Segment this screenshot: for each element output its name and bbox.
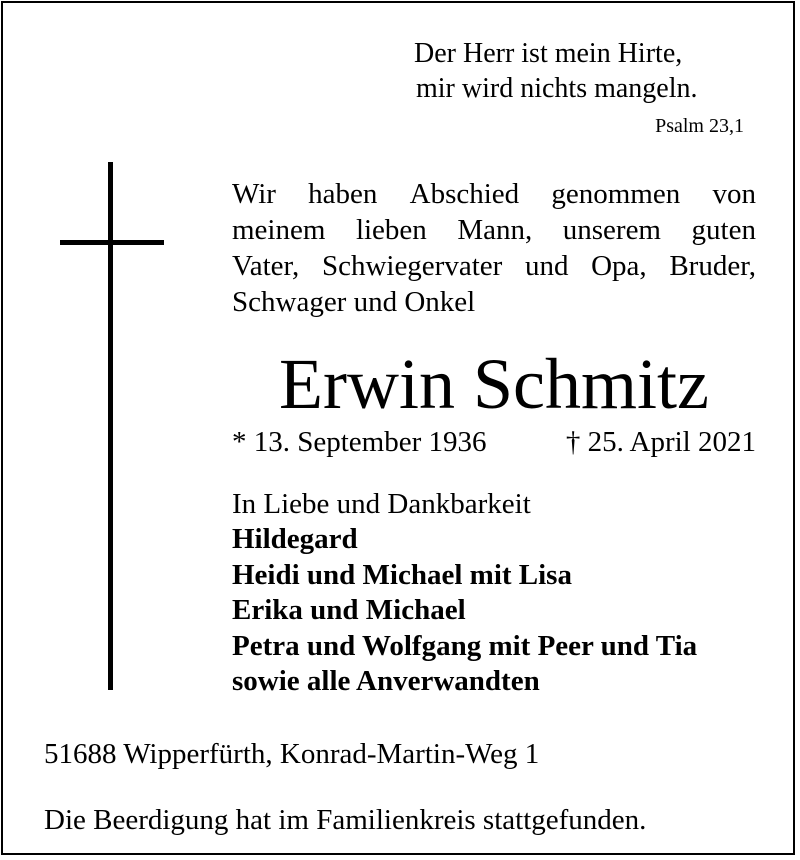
word: Opa, bbox=[591, 250, 647, 282]
word: genommen bbox=[551, 178, 681, 210]
mourners-block bbox=[232, 486, 772, 700]
word: von bbox=[712, 178, 756, 210]
word: unserem bbox=[562, 214, 661, 246]
farewell-line bbox=[232, 176, 756, 212]
mourners-intro: In Liebe und Dankbarkeit bbox=[232, 488, 531, 520]
word: und bbox=[524, 250, 569, 282]
verse-line: mir wird nichts mangeln. bbox=[416, 73, 698, 104]
word: meinem bbox=[232, 214, 326, 246]
verse-line: Der Herr ist mein Hirte, bbox=[414, 38, 683, 69]
mourner-name: sowie alle Anverwandten bbox=[232, 665, 540, 697]
word: guten bbox=[691, 214, 756, 246]
funeral-note: Die Beerdigung hat im Familienkreis stattgefunden. bbox=[44, 804, 647, 836]
word: Schwiegervater bbox=[321, 250, 503, 282]
word: haben bbox=[308, 178, 378, 210]
word: Bruder, bbox=[669, 250, 756, 282]
deceased-name: Erwin Schmitz bbox=[279, 344, 709, 424]
farewell-line bbox=[232, 248, 756, 284]
death-date: † 25. April 2021 bbox=[565, 426, 756, 458]
word: Vater, bbox=[232, 250, 300, 282]
word: Wir bbox=[232, 178, 276, 210]
address: 51688 Wipperfürth, Konrad-Martin-Weg 1 bbox=[44, 738, 540, 770]
mourner-name: Heidi und Michael mit Lisa bbox=[232, 558, 572, 591]
bible-verse bbox=[384, 36, 744, 106]
mourner-name: Petra und Wolfgang mit Peer und Tia bbox=[232, 629, 698, 662]
word: Mann, bbox=[457, 214, 533, 246]
farewell-line bbox=[232, 212, 756, 248]
birth-date: * 13. September 1936 bbox=[232, 426, 487, 458]
latin-cross-icon bbox=[60, 162, 164, 690]
mourner-name: Hildegard bbox=[232, 523, 358, 555]
mourner-name: Erika und Michael bbox=[232, 594, 466, 626]
word: Abschied bbox=[409, 178, 520, 210]
life-dates bbox=[232, 424, 756, 460]
word: lieben bbox=[355, 214, 427, 246]
cross-horizontal-bar bbox=[60, 240, 164, 245]
verse-reference: Psalm 23,1 bbox=[655, 115, 744, 137]
word: Schwager und Onkel bbox=[232, 286, 476, 318]
farewell-text bbox=[232, 176, 756, 320]
farewell-line bbox=[232, 284, 756, 320]
